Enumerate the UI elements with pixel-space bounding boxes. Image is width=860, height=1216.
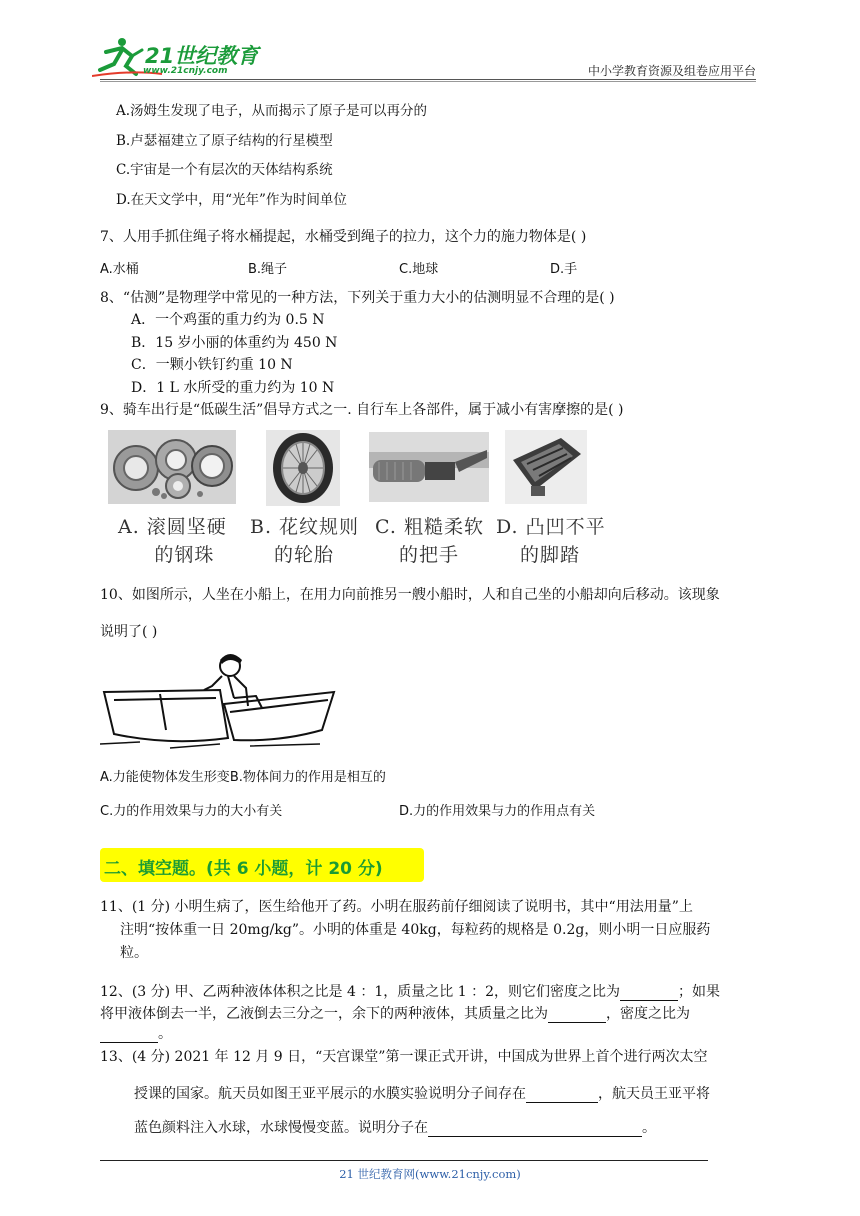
q10-option-b: B.物体间力的作用是相互的 [229,770,386,785]
q9-stem: 9、骑车出行是“低碳生活”倡导方式之一. 自行车上各部件，属于减小有害摩擦的是( ) [100,402,624,418]
footer-text: 21 世纪教育网(www.21cnjy.com) [339,1167,521,1181]
q13-line1: 13、(4 分) 2021 年 12 月 9 日，“天宫课堂”第一课正式开讲，中国成为世界上首个进行两次太空 [100,1049,708,1065]
q11-line2: 注明“按体重一日 20mg/kg”。小明的体重是 40kg，每粒药的规格是 0.2g，则小明一日应服药 [120,922,711,938]
q11-line3: 粒。 [120,945,148,961]
boats-illustration [100,646,336,752]
header-divider [100,79,756,80]
q9-caption-b: B. 花纹规则 的轮胎 [250,516,360,566]
q9-caption-d: D. 凸凹不平 的脚踏 [496,516,606,566]
logo-url: www.21cnjy.com [143,66,228,76]
tire-image [266,430,340,506]
logo-text: 21世纪教育 [145,44,259,68]
q8-option-d: D．1 L 水所受的重力约为 10 N [131,380,335,396]
q7-option-b: B.绳子 [248,262,288,277]
q7-option-c: C.地球 [399,262,439,277]
q10-stem-line1: 10、如图所示，人坐在小船上，在用力向前推另一艘小船时，人和自己坐的小船却向后移动。该现象 [100,587,720,603]
q13-line2: 授课的国家。航天员如图王亚平展示的水膜实验说明分子间存在 ，航天员王亚平将 [134,1086,710,1102]
platform-name: 中小学教育资源及组卷应用平台 [587,64,756,78]
q6-option-d: D.在天文学中，用“光年”作为时间单位 [116,192,347,208]
footer-divider [100,1160,708,1161]
q7-stem: 7、人用手抓住绳子将水桶提起，水桶受到绳子的拉力，这个力的施力物体是( ) [100,229,587,245]
q8-option-a: A．一个鸡蛋的重力约为 0.5 N [131,312,325,328]
q6-option-a: A.汤姆生发现了电子，从而揭示了原子是可以再分的 [116,103,428,119]
q9-caption-a: A. 滚圆坚硬 的钢珠 [118,516,227,566]
header-divider-thin [100,81,756,82]
q7-option-d: D.手 [550,262,578,277]
section-2-title: 二、填空题。(共 6 小题，计 20 分) [100,848,424,882]
q12-line3: 。 [100,1023,172,1043]
q13-blank-1[interactable] [526,1088,598,1103]
q8-option-b: B．15 岁小丽的体重约为 450 N [131,335,338,351]
q11-line1: 11、(1 分) 小明生病了，医生给他开了药。小明在服药前仔细阅读了说明书，其中“用法用量”上 [100,899,693,915]
pedal-image [505,430,587,504]
q7-option-a: A.水桶 [100,262,139,277]
q8-option-c: C．一颗小铁钉约重 10 N [131,357,293,373]
q13-line3: 蓝色颜料注入水球，水球慢慢变蓝。说明分子在 。 [134,1120,656,1136]
q10-stem-line2: 说明了( ) [100,624,158,640]
ball-bearings-image [108,430,236,504]
handlebar-grip-image [369,432,489,502]
q6-option-b: B.卢瑟福建立了原子结构的行星模型 [116,133,333,149]
q12-line2: 将甲液体倒去一半，乙液倒去三分之一，余下的两种液体，其质量之比为 ，密度之比为 [100,1006,690,1022]
q13-blank-2[interactable] [428,1122,642,1137]
q10-option-d: D.力的作用效果与力的作用点有关 [399,804,596,819]
q6-option-c: C.宇宙是一个有层次的天体结构系统 [116,162,333,178]
q12-blank-2[interactable] [548,1008,606,1023]
q12-blank-3[interactable] [100,1028,158,1043]
q8-stem: 8、“估测”是物理学中常见的一种方法，下列关于重力大小的估测明显不合理的是( ) [100,290,615,306]
q10-option-c: C.力的作用效果与力的大小有关 [100,804,283,819]
q10-option-a: A.力能使物体发生形变B.物体间力的作用是相互的 [100,770,386,785]
q12-line1: 12、(3 分) 甲、乙两种液体体积之比是 4 ：1，质量之比 1 ：2，则它们密度之比为 ；如果 [100,984,720,1000]
q9-caption-c: C. 粗糙柔软 的把手 [375,516,484,566]
q12-blank-1[interactable] [620,986,678,1001]
